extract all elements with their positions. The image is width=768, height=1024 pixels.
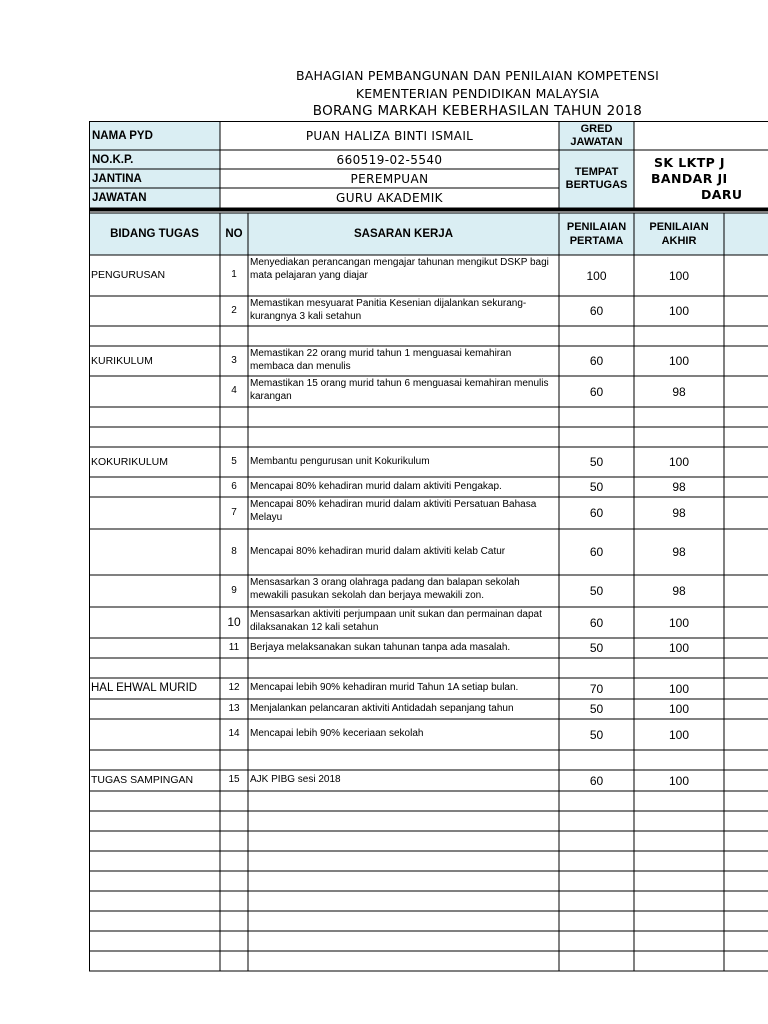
row-23-bidang — [89, 831, 220, 851]
row-19-p2 — [634, 750, 724, 770]
row-22-p2 — [634, 811, 724, 831]
row-9-bidang — [89, 477, 220, 497]
row-26-p2 — [634, 891, 724, 911]
row-6-p1 — [559, 407, 634, 427]
row-22-sasaran — [248, 811, 559, 831]
row-15-sasaran — [248, 658, 559, 678]
row-3-sasaran — [248, 326, 559, 346]
jantina-value: PEREMPUAN — [350, 171, 429, 186]
row-18-bidang — [89, 719, 220, 750]
row-23-no — [220, 831, 248, 851]
row-16-sasaran: Mencapai lebih 90% kehadiran murid Tahun 1A setiap bulan. — [250, 682, 519, 694]
tempat-value-line1: SK LKTP J — [654, 155, 725, 170]
row-7-p1 — [559, 427, 634, 447]
row-5-bidang — [89, 376, 220, 407]
row-28-bidang — [89, 931, 220, 951]
row-4-no: 3 — [231, 354, 237, 366]
row-8-p1: 50 — [589, 455, 604, 469]
row-16-p1: 70 — [589, 681, 604, 696]
row-8-bidang: KOKURIKULUM — [91, 455, 169, 468]
row-26-no — [220, 891, 248, 911]
row-27-sasaran — [248, 911, 559, 931]
row-14-p2: 100 — [668, 641, 690, 655]
row-10-no: 7 — [231, 506, 237, 518]
nokp-label: NO.K.P. — [92, 153, 134, 166]
tempat-value-line3: DARU — [701, 187, 743, 202]
row-18-p1: 50 — [589, 727, 604, 742]
row-6-p2 — [634, 407, 724, 427]
row-3-bidang — [89, 326, 220, 346]
row-26-sasaran — [248, 891, 559, 911]
jantina-label: JANTINA — [92, 172, 142, 185]
header-bidang-tugas: BIDANG TUGAS — [110, 228, 199, 240]
row-20-no: 15 — [228, 774, 240, 786]
row-29-sasaran — [248, 951, 559, 971]
row-10-bidang — [89, 497, 220, 529]
row-23-p2 — [634, 831, 724, 851]
row-16-p2: 100 — [668, 681, 690, 696]
row-25-p2 — [634, 871, 724, 891]
row-26-bidang — [89, 891, 220, 911]
row-1-p2: 100 — [668, 268, 690, 283]
row-22-bidang — [89, 811, 220, 831]
row-28-sasaran — [248, 931, 559, 951]
row-1-no: 1 — [231, 269, 237, 281]
row-22-no — [220, 811, 248, 831]
row-9-sasaran: Mencapai 80% kehadiran murid dalam aktiviti Pengakap. — [250, 480, 502, 492]
row-6-bidang — [89, 407, 220, 427]
row-27-p2 — [634, 911, 724, 931]
row-13-p2: 100 — [668, 615, 690, 630]
row-7-no — [220, 427, 248, 447]
row-27-no — [220, 911, 248, 931]
row-29-no — [220, 951, 248, 971]
row-5-p2: 98 — [672, 384, 686, 399]
header-no: NO — [225, 228, 243, 240]
row-27-bidang — [89, 911, 220, 931]
header-penilaian-pertama: PENILAIAN PERTAMA — [566, 221, 627, 247]
row-4-p1: 60 — [589, 354, 604, 368]
row-1-bidang: PENGURUSAN — [91, 269, 166, 282]
row-20-p1: 60 — [589, 773, 604, 788]
row-2-p1: 60 — [589, 304, 604, 318]
row-20-sasaran: AJK PIBG sesi 2018 — [250, 774, 341, 786]
row-28-p2 — [634, 931, 724, 951]
row-5-sasaran: Memastikan 15 orang murid tahun 6 menguasai kemahiran menulis karangan — [250, 378, 549, 402]
row-1-p1: 100 — [586, 268, 607, 283]
row-2-no: 2 — [231, 304, 237, 316]
row-3-p2 — [634, 326, 724, 346]
row-16-bidang: HAL EHWAL MURID — [91, 682, 198, 695]
row-10-p2: 98 — [672, 506, 686, 520]
header-sasaran-kerja: SASARAN KERJA — [353, 228, 454, 240]
nokp-value: 660519-02-5540 — [336, 152, 443, 167]
row-6-no — [220, 407, 248, 427]
nama-value: PUAN HALIZA BINTI ISMAIL — [305, 128, 474, 143]
row-10-sasaran: Mencapai 80% kehadiran murid dalam aktiviti Persatuan Bahasa Melayu — [250, 499, 537, 523]
row-19-bidang — [89, 750, 220, 770]
row-19-p1 — [559, 750, 634, 770]
row-14-sasaran: Berjaya melaksanakan sukan tahunan tanpa ada masalah. — [250, 641, 511, 653]
row-29-bidang — [89, 951, 220, 971]
row-17-sasaran: Menjalankan pelancaran aktiviti Antidadah sepanjang tahun — [250, 702, 514, 714]
row-4-bidang: KURIKULUM — [91, 354, 153, 367]
form-title: BORANG MARKAH KEBERHASILAN TAHUN 2018 — [312, 103, 643, 119]
row-5-no: 4 — [231, 385, 237, 397]
row-18-sasaran: Mencapai lebih 90% keceriaan sekolah — [250, 728, 424, 740]
row-11-bidang — [89, 529, 220, 575]
row-12-no: 9 — [231, 584, 237, 596]
row-14-no: 11 — [228, 641, 240, 653]
marks-form-sheet — [89, 121, 768, 976]
row-28-no — [220, 931, 248, 951]
row-25-sasaran — [248, 871, 559, 891]
row-13-no: 10 — [227, 615, 241, 630]
row-24-p1 — [559, 851, 634, 871]
row-9-p2: 98 — [672, 480, 686, 494]
row-23-p1 — [559, 831, 634, 851]
row-18-p2: 100 — [668, 727, 690, 742]
row-12-bidang — [89, 575, 220, 607]
row-17-p2: 100 — [668, 702, 690, 716]
row-10-p1: 60 — [589, 506, 604, 520]
header-penilaian-akhir: PENILAIAN AKHIR — [649, 221, 709, 247]
row-24-no — [220, 851, 248, 871]
row-21-p1 — [559, 791, 634, 811]
row-4-sasaran: Memastikan 22 orang murid tahun 1 menguasai kemahiran membaca dan menulis — [250, 348, 512, 372]
row-21-p2 — [634, 791, 724, 811]
row-11-p2: 98 — [672, 545, 686, 559]
row-29-p1 — [559, 951, 634, 971]
row-20-p2: 100 — [668, 773, 690, 788]
row-21-bidang — [89, 791, 220, 811]
row-13-p1: 60 — [589, 615, 604, 630]
row-7-p2 — [634, 427, 724, 447]
ministry-title: KEMENTERIAN PENDIDIKAN MALAYSIA — [355, 86, 600, 101]
row-19-sasaran — [248, 750, 559, 770]
row-3-p1 — [559, 326, 634, 346]
row-22-p1 — [559, 811, 634, 831]
row-12-p1: 50 — [589, 584, 604, 598]
row-11-sasaran: Mencapai 80% kehadiran murid dalam aktiviti kelab Catur — [250, 545, 506, 557]
tempat-value-line2: BANDAR JI — [651, 171, 728, 186]
row-17-p1: 50 — [589, 702, 604, 716]
row-2-sasaran: Memastikan mesyuarat Panitia Kesenian dijalankan sekurang-kurangnya 3 kali setahun — [250, 298, 527, 322]
gred-label: GRED JAWATAN — [570, 122, 623, 148]
row-11-p1: 60 — [589, 545, 604, 559]
row-19-no — [220, 750, 248, 770]
row-25-bidang — [89, 871, 220, 891]
row-15-bidang — [89, 658, 220, 678]
row-27-p1 — [559, 911, 634, 931]
row-2-p2: 100 — [668, 304, 690, 318]
row-8-p2: 100 — [668, 455, 690, 469]
row-5-p1: 60 — [589, 384, 604, 399]
row-8-sasaran: Membantu pengurusan unit Kokurikulum — [250, 455, 430, 467]
row-21-no — [220, 791, 248, 811]
agency-title: BAHAGIAN PEMBANGUNAN DAN PENILAIAN KOMPETENSI — [295, 68, 660, 83]
row-2-bidang — [89, 296, 220, 326]
row-9-no: 6 — [231, 480, 237, 492]
row-15-p2 — [634, 658, 724, 678]
gred-value — [634, 121, 768, 150]
row-25-no — [220, 871, 248, 891]
tempat-label: TEMPAT BERTUGAS — [565, 166, 628, 191]
row-8-no: 5 — [231, 455, 237, 467]
row-28-p1 — [559, 931, 634, 951]
row-13-sasaran: Mensasarkan aktiviti perjumpaan unit sukan dan permainan dapat dilaksanakan 12 kali setahun — [250, 609, 542, 633]
jawatan-value: GURU AKADEMIK — [336, 190, 443, 205]
nama-label: NAMA PYD — [92, 129, 153, 142]
row-11-no: 8 — [231, 545, 237, 557]
row-9-p1: 50 — [589, 480, 604, 494]
row-14-p1: 50 — [589, 641, 604, 655]
row-12-sasaran: Mensasarkan 3 orang olahraga padang dan balapan sekolah mewakili pasukan sekolah dan berjaya mewakili zon. — [250, 577, 520, 601]
row-16-no: 12 — [228, 682, 240, 694]
row-15-no — [220, 658, 248, 678]
row-15-p1 — [559, 658, 634, 678]
row-17-no: 13 — [228, 702, 240, 714]
row-17-bidang — [89, 699, 220, 719]
row-26-p1 — [559, 891, 634, 911]
row-23-sasaran — [248, 831, 559, 851]
row-29-p2 — [634, 951, 724, 971]
row-18-no: 14 — [228, 728, 240, 740]
row-7-sasaran — [248, 427, 559, 447]
row-20-bidang: TUGAS SAMPINGAN — [91, 774, 194, 787]
row-12-p2: 98 — [672, 584, 686, 598]
row-4-p2: 100 — [668, 354, 690, 368]
row-1-sasaran: Menyediakan perancangan mengajar tahunan mengikut DSKP bagi mata pelajaran yang diajar — [250, 257, 549, 281]
row-21-sasaran — [248, 791, 559, 811]
row-24-p2 — [634, 851, 724, 871]
row-7-bidang — [89, 427, 220, 447]
jawatan-label: JAWATAN — [92, 191, 147, 204]
row-24-bidang — [89, 851, 220, 871]
row-25-p1 — [559, 871, 634, 891]
row-3-no — [220, 326, 248, 346]
row-6-sasaran — [248, 407, 559, 427]
row-24-sasaran — [248, 851, 559, 871]
row-13-bidang — [89, 607, 220, 638]
row-14-bidang — [89, 638, 220, 658]
